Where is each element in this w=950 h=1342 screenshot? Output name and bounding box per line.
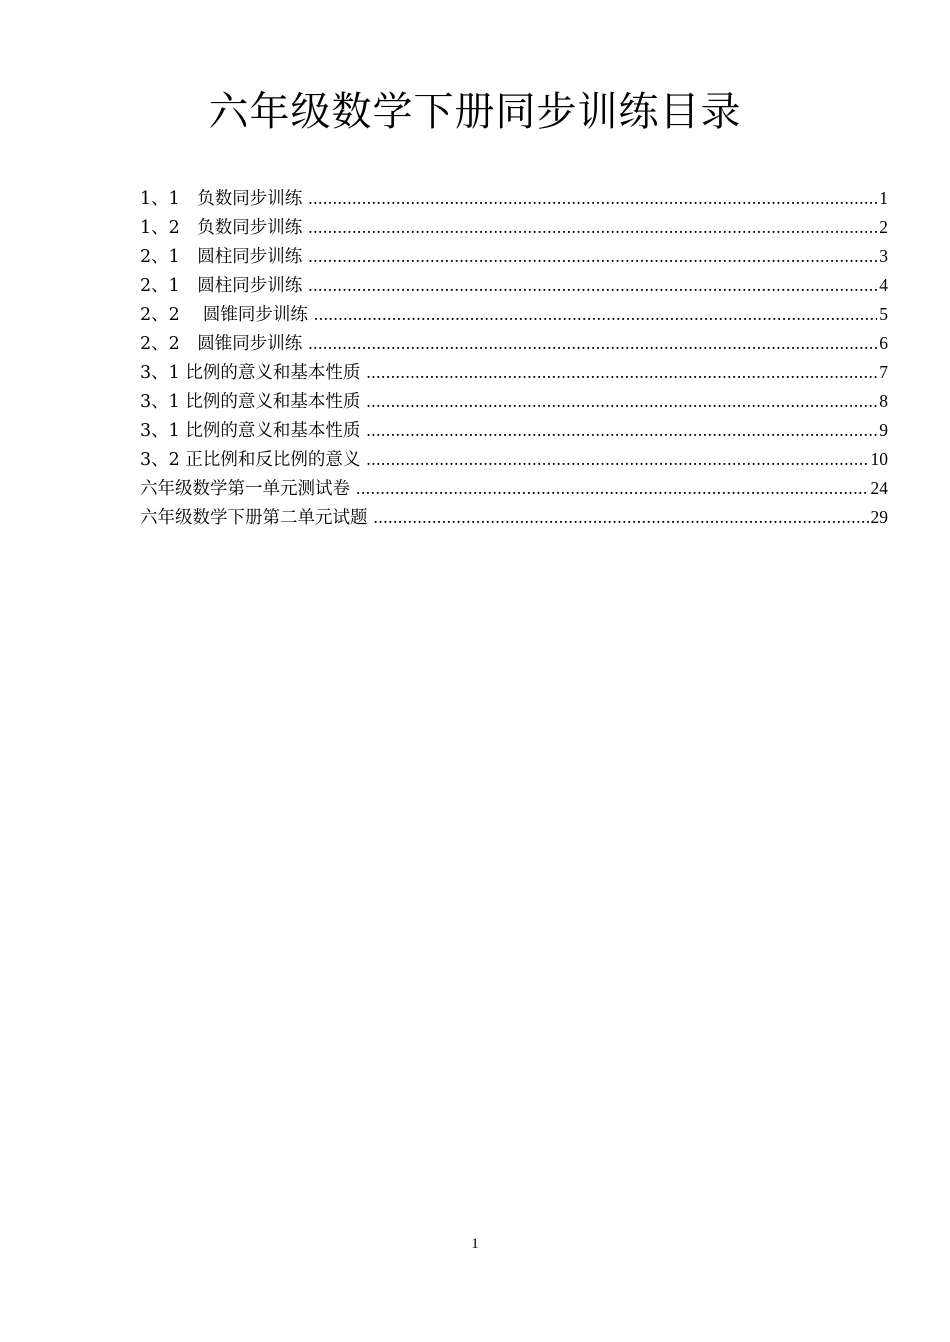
toc-entry-label: 2、1 圆柱同步训练 [140,247,303,267]
toc-entry-label: 六年级数学第一单元测试卷 [140,479,350,499]
toc-entry[interactable] [140,329,888,358]
toc-entry-page: 2 [879,217,888,237]
toc-entry-label: 1、1 负数同步训练 [140,189,303,209]
toc-entry-label: 3、2 正比例和反比例的意义 [140,450,361,470]
toc-entry[interactable] [140,242,888,271]
toc-dot-leader [366,416,877,445]
toc-dot-leader [308,271,877,300]
toc-entry-label: 2、2 圆锥同步训练 [140,334,303,354]
toc-entry[interactable] [140,358,888,387]
toc-dot-leader [374,503,869,532]
toc-dot-leader [366,358,877,387]
toc-entry-page: 5 [879,304,888,324]
toc-entry-page: 9 [879,420,888,440]
toc-entry-page: 6 [879,333,888,353]
toc-entry[interactable] [140,503,888,532]
page-footer-number: 1 [471,1236,479,1252]
toc-entry[interactable] [140,474,888,503]
toc-dot-leader [308,184,877,213]
toc-entry[interactable] [140,213,888,242]
toc-dot-leader [366,387,877,416]
document-title: 六年级数学下册同步训练目录 [208,89,742,135]
toc-entry-label: 2、2 圆锥同步训练 [140,305,308,325]
toc-dot-leader [308,329,877,358]
toc-entry[interactable] [140,445,888,474]
toc-entry-label: 2、1 圆柱同步训练 [140,276,303,296]
toc-entry-page: 7 [879,362,888,382]
toc-entry-page: 3 [879,246,888,266]
toc-entry-label: 3、1 比例的意义和基本性质 [140,421,361,441]
toc-entry-label: 1、2 负数同步训练 [140,218,303,238]
toc-entry-page: 24 [870,478,888,498]
toc-entry-page: 29 [870,507,888,527]
toc-dot-leader [308,213,877,242]
toc-dot-leader [356,474,869,503]
toc-entry-label: 六年级数学下册第二单元试题 [140,508,368,528]
toc-entry[interactable] [140,184,888,213]
toc-dot-leader [308,242,877,271]
toc-entry-page: 10 [870,449,888,469]
toc-entry-label: 3、1 比例的意义和基本性质 [140,392,361,412]
toc-entry-page: 1 [879,188,888,208]
toc-entry-page: 8 [879,391,888,411]
toc-dot-leader [314,300,877,329]
toc-entry[interactable] [140,300,888,329]
toc-dot-leader [366,445,868,474]
toc-entry-page: 4 [879,275,888,295]
toc-entry[interactable] [140,271,888,300]
toc-entry[interactable] [140,416,888,445]
toc-entry[interactable] [140,387,888,416]
toc-entry-label: 3、1 比例的意义和基本性质 [140,363,361,383]
table-of-contents [140,184,888,532]
